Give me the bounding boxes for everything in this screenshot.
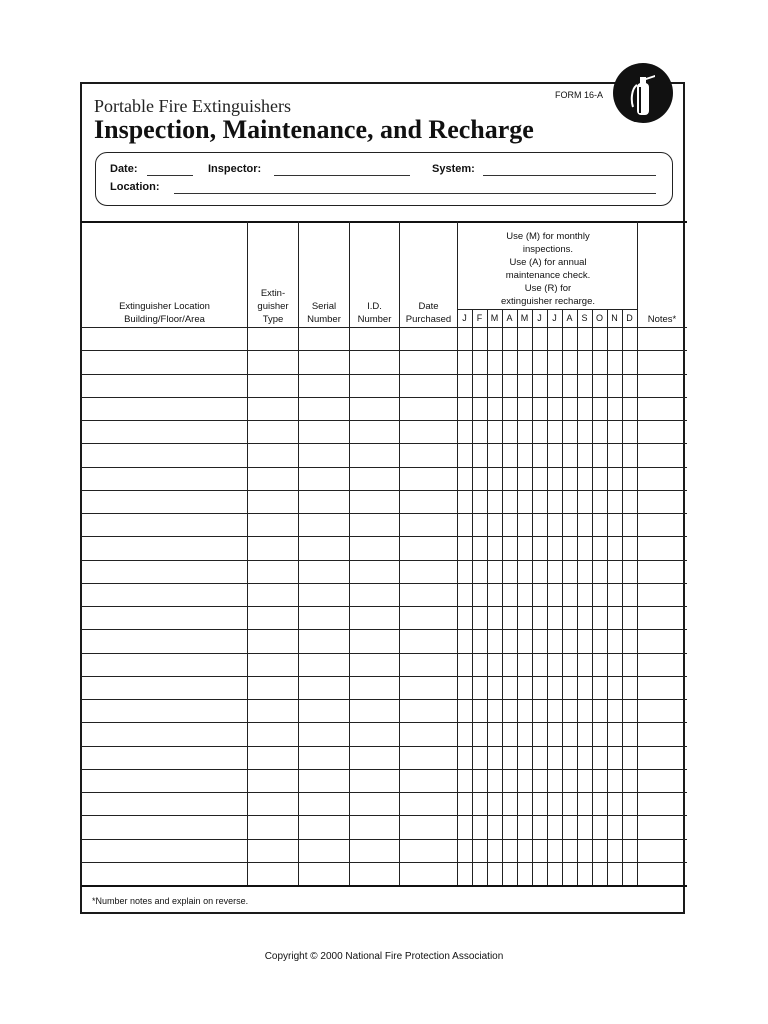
month-legend: Use (M) for monthly inspections. Use (A) for annual maintenance check. Use (R) for extinguisher recharge. — [501, 231, 595, 307]
table-row — [81, 467, 687, 468]
month-header: J — [552, 313, 557, 323]
footnote: *Number notes and explain on reverse. — [92, 896, 249, 906]
column-divider — [547, 309, 548, 885]
month-header: J — [537, 313, 542, 323]
column-divider — [562, 309, 563, 885]
table-top-rule — [81, 221, 687, 223]
date-label: Date: — [110, 163, 138, 175]
column-divider — [502, 309, 503, 885]
column-divider — [577, 309, 578, 885]
table-row — [81, 327, 687, 328]
col-header-notes: Notes* — [647, 314, 677, 325]
table-row — [81, 653, 687, 654]
table-row — [81, 606, 687, 607]
month-header: A — [566, 313, 573, 323]
table-row — [81, 374, 687, 375]
month-header: S — [581, 313, 588, 323]
table-row — [81, 769, 687, 770]
table-row — [81, 350, 687, 351]
column-divider — [472, 309, 473, 885]
table-row — [81, 815, 687, 816]
page-title: Inspection, Maintenance, and Recharge — [94, 115, 534, 144]
form-subtitle: Portable Fire Extinguishers — [94, 96, 291, 116]
system-label: System: — [432, 163, 475, 175]
table-row — [81, 490, 687, 491]
column-divider — [622, 309, 623, 885]
table-row — [81, 583, 687, 584]
copyright: Copyright © 2000 National Fire Protection Association — [264, 951, 504, 962]
form-id: FORM 16-A — [555, 90, 604, 100]
table-row — [81, 513, 687, 514]
table-row — [81, 676, 687, 677]
table-row — [81, 746, 687, 747]
month-header: J — [462, 313, 467, 323]
table-row — [81, 420, 687, 421]
month-header: N — [611, 313, 618, 323]
col-header-date-purchased: Date Purchased — [405, 301, 452, 325]
month-header: M — [490, 313, 499, 323]
form-frame — [80, 82, 685, 914]
month-header: A — [506, 313, 513, 323]
date-field[interactable] — [147, 175, 193, 176]
table-row — [81, 536, 687, 537]
month-header: F — [476, 313, 483, 323]
header-fields-box — [95, 152, 673, 206]
month-header: D — [626, 313, 633, 323]
table-row — [81, 699, 687, 700]
table-bottom-rule — [81, 885, 687, 887]
month-header: M — [520, 313, 529, 323]
col-header-id: I.D. Number — [357, 301, 392, 325]
month-header: O — [595, 313, 603, 323]
col-header-location: Extinguisher Location Building/Floor/Area — [119, 301, 210, 325]
location-field[interactable] — [174, 193, 656, 194]
table-row — [81, 629, 687, 630]
column-divider — [487, 309, 488, 885]
table-row — [81, 722, 687, 723]
table-row — [81, 862, 687, 863]
inspector-field[interactable] — [274, 175, 410, 176]
column-divider — [532, 309, 533, 885]
location-label: Location: — [110, 181, 160, 193]
col-header-serial: Serial Number — [307, 301, 341, 325]
inspector-label: Inspector: — [208, 163, 262, 175]
table-row — [81, 443, 687, 444]
column-divider — [607, 309, 608, 885]
table-row — [81, 792, 687, 793]
column-divider — [517, 309, 518, 885]
table-row — [81, 839, 687, 840]
column-divider — [592, 309, 593, 885]
fire-extinguisher-icon — [613, 63, 673, 123]
system-field[interactable] — [483, 175, 656, 176]
table-row — [81, 560, 687, 561]
col-header-type: Extin- guisher Type — [257, 288, 289, 325]
table-row — [81, 397, 687, 398]
